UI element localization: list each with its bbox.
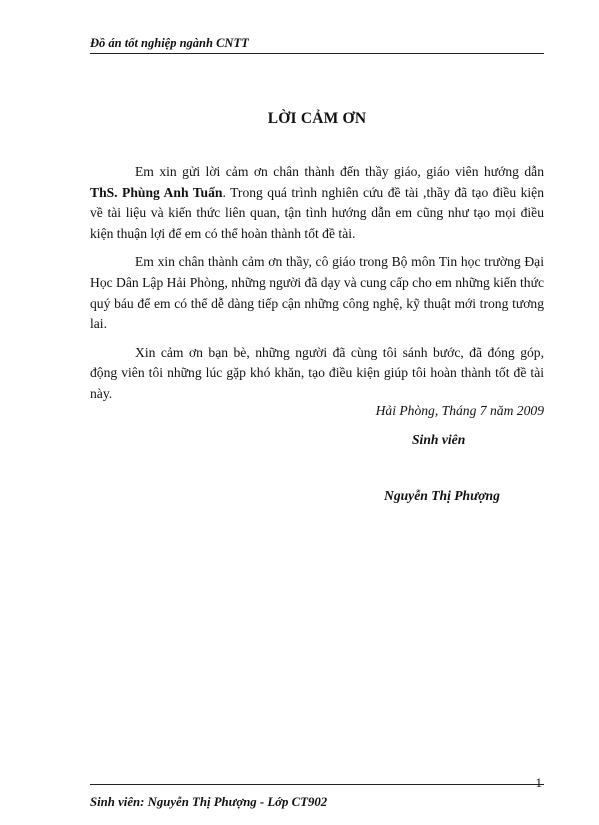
signer-name: Nguyễn Thị Phượng — [384, 488, 500, 503]
page-number: 1 — [535, 775, 542, 790]
footer-text: Sinh viên: Nguyễn Thị Phượng - Lớp CT902 — [90, 795, 328, 809]
place-date — [90, 403, 544, 419]
advisor-name: ThS. Phùng Anh Tuấn — [90, 184, 223, 200]
signer-role: Sinh viên — [412, 432, 466, 447]
paragraph-1-rest: . Trong quá trình nghiên cứu đề tài ,thầy đã tạo điều kiện về tài liệu và kiến thức liên quan, tận tình hướng dẫn em cũng như tạo mọi điều kiện thuận lợi để em có thể hoàn thành tốt đề tài. — [90, 184, 544, 241]
paragraph-3: Xin cảm ơn bạn bè, những người đã cùng tôi sánh bước, đã đóng góp, động viên tôi những lúc gặp khó khăn, tạo điều kiện giúp tôi hoàn thành tốt đề tài này. — [90, 344, 544, 401]
header-text: Đồ án tốt nghiệp ngành CNTT — [90, 36, 249, 50]
paragraph-2: Em xin chân thành cảm ơn thầy, cô giáo trong Bộ môn Tin học trường Đại Học Dân Lập Hải Phòng, những người đã dạy và cung cấp cho em những kiến thức quý báu để em có thể dễ dàng tiếp cận những công nghệ, kỹ thuật mới trong tương lai. — [90, 254, 544, 332]
page-footer — [90, 775, 544, 809]
paragraph-1-intro: Em xin gửi lời cảm ơn chân thành đến thầy giáo, giáo viên hướng dẫn — [135, 164, 544, 179]
page-header — [90, 36, 544, 54]
place-date-text: Hải Phòng, Tháng 7 năm 2009 — [375, 403, 544, 418]
acknowledgement-body — [90, 162, 544, 413]
page-title: LỜI CẢM ƠN — [267, 110, 367, 127]
paragraph-1 — [90, 162, 544, 244]
